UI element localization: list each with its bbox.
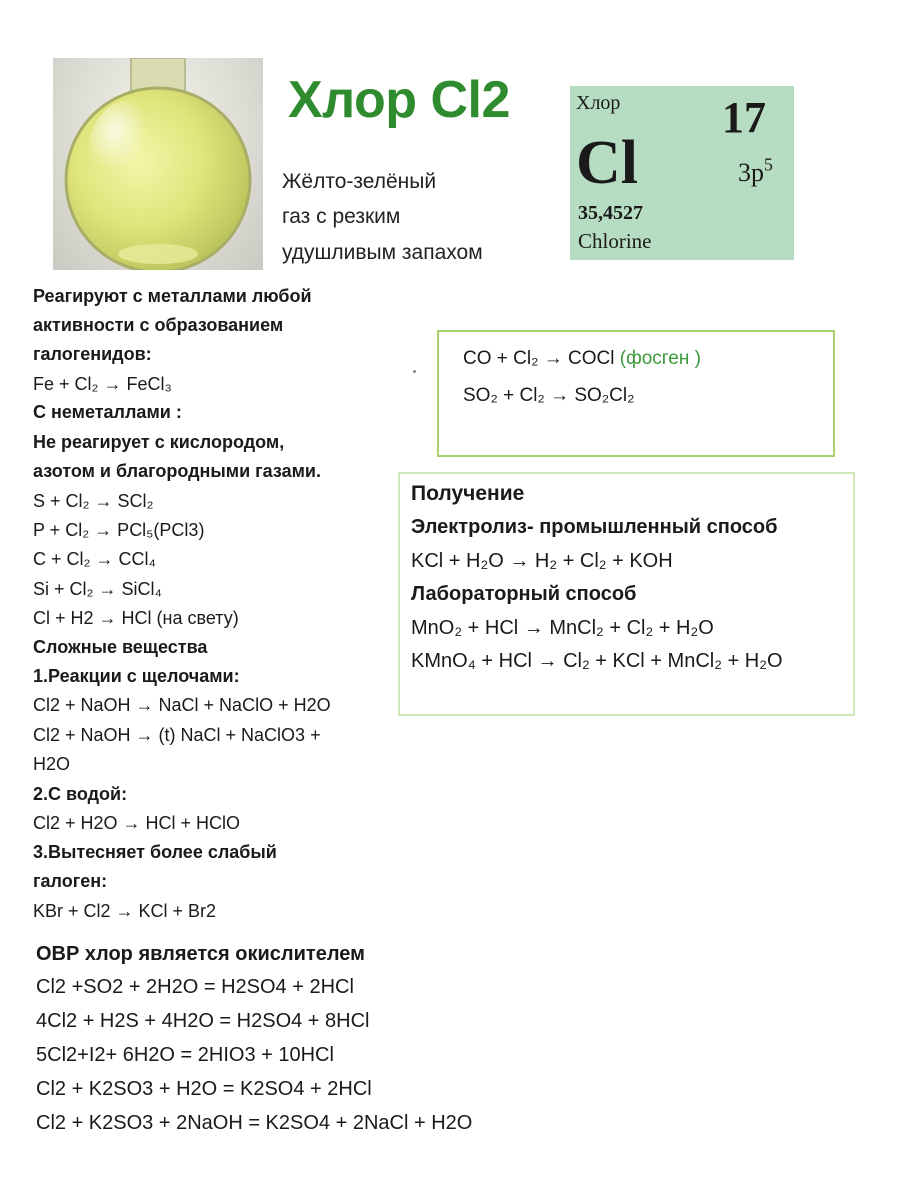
nonmetals-heading: С неметаллами : <box>33 402 182 422</box>
stray-dot <box>413 370 416 373</box>
electrolysis-heading: Электролиз- промышленный способ <box>411 516 778 538</box>
nonreact-line-2: азотом и благородными газами. <box>33 461 321 481</box>
production-box <box>398 472 855 716</box>
electrolysis-equation: KCl + H₂O → H₂ + Cl₂ + KOH <box>411 550 673 572</box>
description-line-1: Жёлто-зелёный <box>282 170 437 193</box>
alkali-equation: H2O <box>33 754 71 774</box>
water-equation: Cl2 + H2O → HCl + HClO <box>33 813 241 833</box>
metals-heading-line-2: активности с образованием <box>33 315 284 335</box>
redox-heading: ОВР хлор является окислителем <box>36 943 365 965</box>
element-symbol: Cl <box>576 129 638 197</box>
reactions-box <box>437 330 835 457</box>
atomic-number: 17 <box>722 93 766 142</box>
complex-heading: Сложные вещества <box>33 637 208 657</box>
alkali-equation: Cl2 + NaOH → (t) NaCl + NaClO3 + <box>33 725 321 745</box>
metals-heading-line-1: Реагируют с металлами любой <box>33 286 312 306</box>
metals-heading-line-3: галогенидов: <box>33 344 152 364</box>
halogen-equation: KBr + Cl2 → KCl + Br2 <box>33 901 217 921</box>
element-name-ru: Хлор <box>576 92 621 114</box>
page-title: Хлор Cl2 <box>288 71 510 129</box>
phosgene-note: (фосген ) <box>619 348 701 369</box>
chlorine-flask-image <box>53 58 263 270</box>
description-line-2: газ с резким <box>282 205 401 228</box>
alkali-equation: Cl2 + NaOH → NaCl + NaClO + H2O <box>33 695 331 715</box>
nonmetal-equation: C + Cl₂ → CCl₄ <box>33 549 156 569</box>
redox-equation: Cl2 + K2SO3 + H2O = K2SO4 + 2HCl <box>36 1078 372 1100</box>
redox-equation: Cl2 +SO2 + 2H2O = H2SO4 + 2HCl <box>36 976 354 998</box>
periodic-element-tile <box>570 86 794 260</box>
lab-equation: MnO₂ + HCl → MnCl₂ + Cl₂ + H₂O <box>411 617 714 639</box>
redox-equation: Cl2 + K2SO3 + 2NaOH = K2SO4 + 2NaCl + H2O <box>36 1112 473 1134</box>
metals-equation: Fe + Cl₂ → FeCl₃ <box>33 374 172 394</box>
redox-equation: 5Cl2+I2+ 6H2O = 2HIO3 + 10HCl <box>36 1044 334 1066</box>
atomic-mass: 35,4527 <box>578 202 643 224</box>
electron-config: $3p^5$ <box>738 154 773 187</box>
lab-heading: Лабораторный способ <box>411 583 637 605</box>
water-heading: 2.С водой: <box>33 784 128 804</box>
phosgene-equation: CO + Cl₂ → COCl (фосген ) <box>463 348 701 369</box>
flask-illustration <box>53 58 263 270</box>
sulfuryl-equation: SO₂ + Cl₂ → SO₂Cl₂ <box>463 385 635 406</box>
redox-equation: 4Cl2 + H2S + 4H2O = H2SO4 + 8HCl <box>36 1010 370 1032</box>
element-name-en: Chlorine <box>578 229 652 253</box>
nonmetal-equation: Cl + H2 → HCl (на свету) <box>33 608 239 628</box>
production-heading: Получение <box>411 482 525 505</box>
nonmetal-equation: Si + Cl₂ → SiCl₄ <box>33 579 162 599</box>
alkali-heading: 1.Реакции с щелочами: <box>33 666 240 686</box>
halogen-heading-line-2: галоген: <box>33 871 108 891</box>
nonmetal-equation: S + Cl₂ → SCl₂ <box>33 491 154 511</box>
nonmetal-equation: P + Cl₂ → PCl₅(PCl3) <box>33 520 205 540</box>
halogen-heading-line-1: 3.Вытесняет более слабый <box>33 842 277 862</box>
lab-equation: KMnO₄ + HCl → Cl₂ + KCl + MnCl₂ + H₂O <box>411 650 783 672</box>
description-line-3: удушливым запахом <box>282 241 483 264</box>
nonreact-line-1: Не реагирует с кислородом, <box>33 432 285 452</box>
